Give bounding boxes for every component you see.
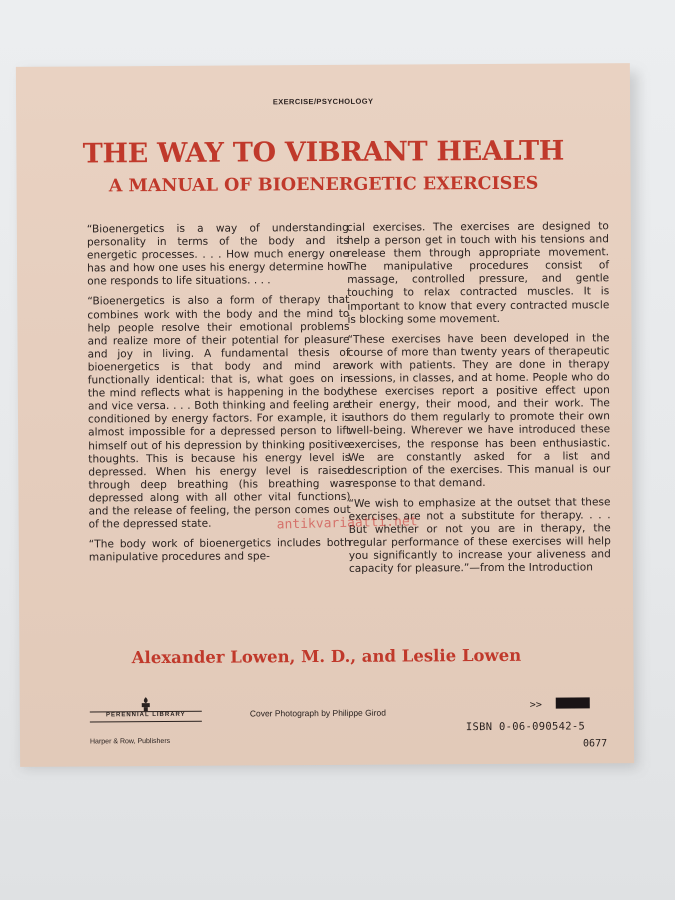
book-subtitle: A MANUAL OF BIOENERGETIC EXERCISES — [108, 173, 539, 197]
blurb-paragraph: “Bioenergetics is also a form of therapy that combines work with the body and the mind to help people resolve their emotional problems and realize more of their potential for pleasure and joy in living. A fundamental thesis of bioenergetics is that body and mind are functionally identical: that is, what goes on in the mind reflects what is happening in the body and vice versa. . . . Both thinking and feeling are conditioned by energy factors. For example, it is almost impossible for a depressed person to lift himself out of his depression by thinking positive thoughts. This is because his energy level is depressed. When his energy level is raised through deep breathing (his breathing was depressed along with all other vital functions) and the release of feeling, the person comes out of the depressed state. — [87, 294, 351, 531]
catalog-code: 0677 — [582, 738, 608, 750]
blurb-paragraph: “These exercises have been developed in the course of more than twenty years of therapeutic work with patients. They are done in therapy sessions, in classes, and at home. People who do these exercises report a positive effect upon their energy, their mood, and their work. The authors do them regularly to promote their own well-being. Wherever we have introduced these exercises, the response has been enthusiastic. We are constantly asked for a list and description of the exercises. This manual is our response to that demand. — [347, 332, 611, 490]
authors-line: Alexander Lowen, M. D., and Leslie Lowen — [131, 645, 522, 668]
category-label: EXERCISE/PSYCHOLOGY — [272, 96, 374, 107]
blurb-paragraph: cial exercises. The exercises are designed to help a person get in touch with his tensions and release them through appropriate movement. The manipulative procedures consist of massage, controlled pressure, and gentle touching to relax contracted muscles. It is important to know that every contracted muscle is blocking some movement. — [346, 220, 610, 326]
isbn-number: ISBN 0-06-090542-5 — [465, 720, 586, 734]
imprint-name: PERENNIAL LIBRARY — [105, 711, 186, 719]
perennial-library-logo — [90, 696, 202, 737]
photo-credit: Cover Photograph by Philippe Girod — [249, 707, 386, 719]
blurb-paragraph: “Bioenergetics is a way of understanding personality in terms of the body and its energetic processes. . . . How much energy one has and how one uses his energy determine how one responds to life situations. . . . — [86, 221, 350, 288]
logo-rule — [90, 721, 202, 723]
book-back-cover — [16, 63, 634, 767]
blurb-paragraph: “The body work of bioenergetics includes both manipulative procedures and spe- — [88, 537, 351, 564]
blurb-paragraph: “We wish to emphasize at the outset that these exercises are not a substitute for therapy. . . . But whether or not you are in therapy, the regular performance of these exercises will help you significantly to increase your aliveness and capacity for pleasure.”—from the Introduction — [348, 496, 611, 576]
watermark: antikvariaatti.net — [276, 514, 418, 533]
book-title: THE WAY TO VIBRANT HEALTH — [82, 135, 565, 170]
publisher-name: Harper & Row, Publishers — [89, 737, 171, 746]
redacted-sticker — [556, 697, 590, 708]
price-mark: >> — [529, 699, 542, 711]
